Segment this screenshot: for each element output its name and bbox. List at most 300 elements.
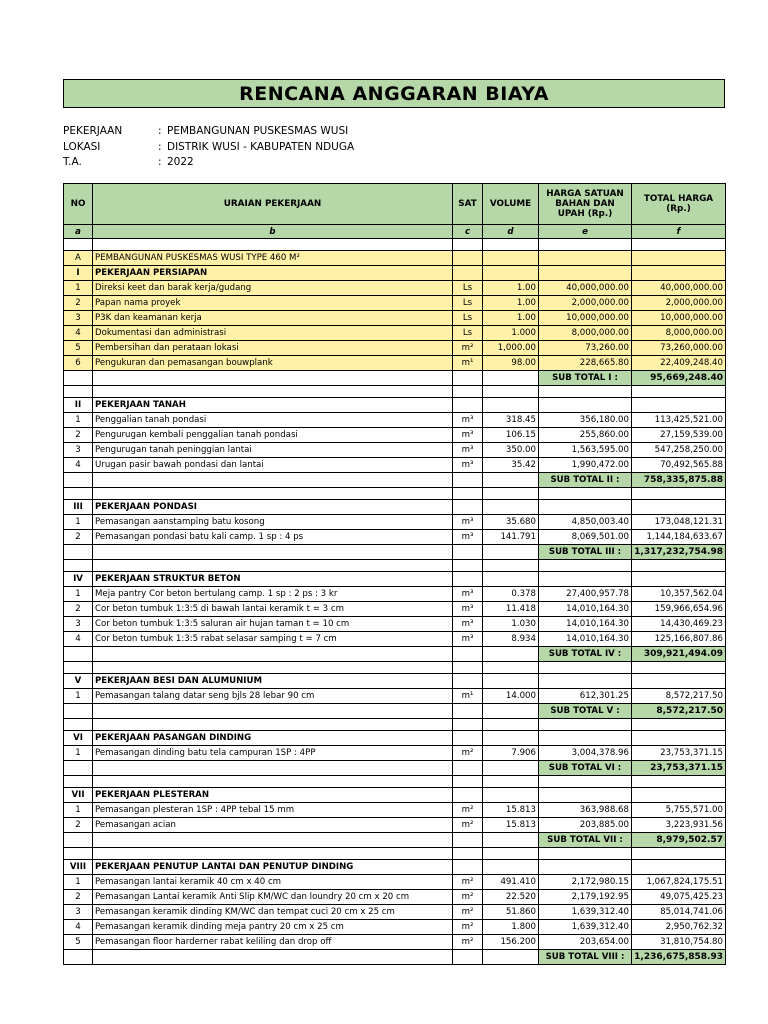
empty-cell	[539, 266, 632, 281]
section-row	[64, 788, 726, 803]
item-total: 22,409,248.40	[632, 356, 726, 371]
item-unit-price: 2,179,192.95	[539, 890, 632, 905]
empty-cell	[632, 662, 726, 674]
subtotal-row	[64, 473, 726, 488]
item-no: 3	[64, 311, 93, 326]
subtotal-value: 95,669,248.40	[632, 371, 726, 386]
table-row	[64, 875, 726, 890]
empty-cell	[453, 500, 483, 515]
section-row	[64, 860, 726, 875]
item-unit-price: 203,885.00	[539, 818, 632, 833]
item-unit: m²	[453, 935, 483, 950]
section-no: IV	[64, 572, 93, 587]
item-volume: 1.00	[483, 296, 539, 311]
subtotal-label: SUB TOTAL IV :	[539, 647, 632, 662]
item-unit: m³	[453, 617, 483, 632]
empty-cell	[483, 500, 539, 515]
item-no: 1	[64, 587, 93, 602]
empty-cell	[632, 560, 726, 572]
item-unit-price: 3,004,378.96	[539, 746, 632, 761]
table-row	[64, 341, 726, 356]
item-unit-price: 2,000,000.00	[539, 296, 632, 311]
empty-cell	[453, 731, 483, 746]
blank-row	[64, 560, 726, 572]
empty-cell	[539, 488, 632, 500]
item-no: 2	[64, 890, 93, 905]
header-total-harga: TOTAL HARGA (Rp.)	[632, 184, 726, 225]
empty-cell	[453, 488, 483, 500]
subtotal-row	[64, 371, 726, 386]
item-no: 4	[64, 920, 93, 935]
empty-cell	[453, 848, 483, 860]
column-letter: f	[632, 225, 726, 239]
empty-cell	[632, 731, 726, 746]
item-description: Pemasangan acian	[93, 818, 453, 833]
table-row	[64, 281, 726, 296]
empty-cell	[483, 860, 539, 875]
item-volume: 15.813	[483, 818, 539, 833]
empty-cell	[93, 848, 453, 860]
item-volume: 14.000	[483, 689, 539, 704]
table-row	[64, 530, 726, 545]
empty-cell	[64, 647, 93, 662]
empty-cell	[632, 266, 726, 281]
table-row	[64, 356, 726, 371]
empty-cell	[539, 776, 632, 788]
item-unit: m³	[453, 515, 483, 530]
info-label: LOKASI	[63, 140, 101, 153]
item-description: P3K dan keamanan kerja	[93, 311, 453, 326]
empty-cell	[453, 239, 483, 251]
empty-cell	[539, 662, 632, 674]
section-no: VI	[64, 731, 93, 746]
item-total: 159,966,654.96	[632, 602, 726, 617]
section-title: PEKERJAAN STRUKTUR BETON	[93, 572, 453, 587]
item-no: 1	[64, 515, 93, 530]
item-no: 4	[64, 632, 93, 647]
section-title: PEKERJAAN TANAH	[93, 398, 453, 413]
subtotal-row	[64, 647, 726, 662]
empty-cell	[93, 719, 453, 731]
item-volume: 106.15	[483, 428, 539, 443]
subtotal-value: 309,921,494.09	[632, 647, 726, 662]
blank-row	[64, 386, 726, 398]
item-unit-price: 1,563,595.00	[539, 443, 632, 458]
header-sat: SAT	[453, 184, 483, 225]
section-title: PEKERJAAN PENUTUP LANTAI DAN PENUTUP DINDING	[93, 860, 453, 875]
item-volume: 1.030	[483, 617, 539, 632]
info-value: 2022	[167, 156, 194, 168]
subtotal-label: SUB TOTAL VII :	[539, 833, 632, 848]
item-unit: m²	[453, 890, 483, 905]
item-no: 2	[64, 602, 93, 617]
empty-cell	[539, 788, 632, 803]
empty-cell	[93, 704, 453, 719]
item-unit: m²	[453, 920, 483, 935]
section-title: PEKERJAAN PLESTERAN	[93, 788, 453, 803]
empty-cell	[632, 239, 726, 251]
empty-cell	[483, 398, 539, 413]
table-row	[64, 803, 726, 818]
item-total: 1,067,824,175.51	[632, 875, 726, 890]
empty-cell	[453, 647, 483, 662]
item-description: Meja pantry Cor beton bertulang camp. 1 sp : 2 ps : 3 kr	[93, 587, 453, 602]
item-volume: 1.000	[483, 326, 539, 341]
empty-cell	[632, 251, 726, 266]
empty-cell	[483, 662, 539, 674]
item-unit-price: 255,860.00	[539, 428, 632, 443]
table-row	[64, 935, 726, 950]
table-row	[64, 890, 726, 905]
section-no: VIII	[64, 860, 93, 875]
item-no: 1	[64, 689, 93, 704]
group-no: A	[64, 251, 93, 266]
item-unit: m³	[453, 530, 483, 545]
empty-cell	[453, 662, 483, 674]
info-label: PEKERJAAN	[63, 125, 123, 137]
subtotal-label: SUB TOTAL V :	[539, 704, 632, 719]
empty-cell	[453, 788, 483, 803]
info-separator: :	[158, 156, 162, 168]
empty-cell	[632, 788, 726, 803]
empty-cell	[539, 398, 632, 413]
item-description: Pengurugan kembali penggalian tanah pondasi	[93, 428, 453, 443]
blank-row	[64, 662, 726, 674]
empty-cell	[483, 761, 539, 776]
empty-cell	[453, 266, 483, 281]
empty-cell	[453, 719, 483, 731]
empty-cell	[539, 500, 632, 515]
empty-cell	[483, 473, 539, 488]
item-description: Direksi keet dan barak kerja/gudang	[93, 281, 453, 296]
item-volume: 22.520	[483, 890, 539, 905]
table-row	[64, 905, 726, 920]
header-no: NO	[64, 184, 93, 225]
item-unit: m¹	[453, 356, 483, 371]
empty-cell	[483, 488, 539, 500]
item-volume: 7.906	[483, 746, 539, 761]
column-letter: c	[453, 225, 483, 239]
item-total: 5,755,571.00	[632, 803, 726, 818]
empty-cell	[93, 473, 453, 488]
item-unit: Ls	[453, 296, 483, 311]
item-unit-price: 1,990,472.00	[539, 458, 632, 473]
item-unit: m³	[453, 443, 483, 458]
empty-cell	[453, 704, 483, 719]
empty-cell	[453, 950, 483, 965]
item-total: 70,492,565.88	[632, 458, 726, 473]
item-description: Pemasangan floor harderner rabat keliling dan drop off	[93, 935, 453, 950]
item-volume: 491.410	[483, 875, 539, 890]
item-total: 27,159,539.00	[632, 428, 726, 443]
item-unit: Ls	[453, 311, 483, 326]
item-unit-price: 203,654.00	[539, 935, 632, 950]
item-description: Pemasangan talang datar seng bjls 28 lebar 90 cm	[93, 689, 453, 704]
item-unit: m¹	[453, 689, 483, 704]
item-unit: m²	[453, 803, 483, 818]
empty-cell	[64, 662, 93, 674]
empty-cell	[539, 239, 632, 251]
item-unit: m²	[453, 818, 483, 833]
item-total: 10,357,562.04	[632, 587, 726, 602]
empty-cell	[93, 371, 453, 386]
table-row	[64, 515, 726, 530]
item-no: 1	[64, 413, 93, 428]
blank-row	[64, 776, 726, 788]
empty-cell	[453, 860, 483, 875]
item-volume: 98.00	[483, 356, 539, 371]
item-volume: 1.00	[483, 311, 539, 326]
empty-cell	[453, 674, 483, 689]
item-unit: m²	[453, 746, 483, 761]
empty-cell	[483, 647, 539, 662]
item-volume: 141.791	[483, 530, 539, 545]
empty-cell	[483, 776, 539, 788]
empty-cell	[483, 719, 539, 731]
item-total: 1,144,184,633.67	[632, 530, 726, 545]
empty-cell	[483, 266, 539, 281]
empty-cell	[64, 719, 93, 731]
empty-cell	[64, 848, 93, 860]
table-row	[64, 920, 726, 935]
item-volume: 0.378	[483, 587, 539, 602]
item-unit: m³	[453, 632, 483, 647]
empty-cell	[483, 848, 539, 860]
section-row	[64, 266, 726, 281]
blank-row	[64, 848, 726, 860]
item-no: 2	[64, 530, 93, 545]
item-total: 8,572,217.50	[632, 689, 726, 704]
column-letter-row	[64, 225, 726, 239]
section-row	[64, 500, 726, 515]
item-total: 8,000,000.00	[632, 326, 726, 341]
table-row	[64, 617, 726, 632]
empty-cell	[453, 572, 483, 587]
group-label: PEMBANGUNAN PUSKESMAS WUSI TYPE 460 M²	[93, 251, 453, 266]
item-description: Pemasangan keramik dinding meja pantry 20 cm x 25 cm	[93, 920, 453, 935]
empty-cell	[93, 560, 453, 572]
empty-cell	[539, 674, 632, 689]
empty-cell	[93, 239, 453, 251]
item-total: 113,425,521.00	[632, 413, 726, 428]
empty-cell	[453, 833, 483, 848]
section-no: VII	[64, 788, 93, 803]
item-description: Pengurugan tanah peninggian lantai	[93, 443, 453, 458]
empty-cell	[483, 386, 539, 398]
header-uraian: URAIAN PEKERJAAN	[93, 184, 453, 225]
item-unit-price: 27,400,957.78	[539, 587, 632, 602]
column-letter: b	[93, 225, 453, 239]
empty-cell	[483, 251, 539, 266]
item-total: 31,810,754.80	[632, 935, 726, 950]
info-value: DISTRIK WUSI - KABUPATEN NDUGA	[167, 140, 355, 153]
subtotal-row	[64, 761, 726, 776]
item-description: Pemasangan plesteran 1SP : 4PP tebal 15 mm	[93, 803, 453, 818]
item-unit: m²	[453, 905, 483, 920]
subtotal-row	[64, 704, 726, 719]
item-total: 173,048,121.31	[632, 515, 726, 530]
info-separator: :	[158, 125, 162, 137]
item-unit: m³	[453, 587, 483, 602]
empty-cell	[93, 647, 453, 662]
info-row-lokasi	[63, 140, 354, 156]
item-description: Cor beton tumbuk 1:3:5 rabat selasar samping t = 7 cm	[93, 632, 453, 647]
item-no: 2	[64, 296, 93, 311]
empty-cell	[539, 719, 632, 731]
budget-table-body	[64, 239, 726, 965]
empty-cell	[93, 386, 453, 398]
item-total: 73,260,000.00	[632, 341, 726, 356]
item-description: Dokumentasi dan administrasi	[93, 326, 453, 341]
item-total: 2,000,000.00	[632, 296, 726, 311]
item-no: 1	[64, 875, 93, 890]
blank-row	[64, 239, 726, 251]
empty-cell	[539, 860, 632, 875]
item-description: Penggalian tanah pondasi	[93, 413, 453, 428]
section-row	[64, 572, 726, 587]
empty-cell	[64, 473, 93, 488]
item-no: 5	[64, 935, 93, 950]
subtotal-label: SUB TOTAL II :	[539, 473, 632, 488]
section-title: PEKERJAAN PASANGAN DINDING	[93, 731, 453, 746]
item-no: 3	[64, 617, 93, 632]
table-row	[64, 587, 726, 602]
item-total: 14,430,469.23	[632, 617, 726, 632]
empty-cell	[632, 848, 726, 860]
empty-cell	[93, 545, 453, 560]
item-unit: m²	[453, 875, 483, 890]
empty-cell	[453, 398, 483, 413]
empty-cell	[483, 833, 539, 848]
subtotal-label: SUB TOTAL III :	[539, 545, 632, 560]
subtotal-label: SUB TOTAL I :	[539, 371, 632, 386]
item-unit-price: 612,301.25	[539, 689, 632, 704]
item-no: 2	[64, 818, 93, 833]
item-unit: Ls	[453, 326, 483, 341]
section-row	[64, 398, 726, 413]
empty-cell	[483, 731, 539, 746]
item-description: Pemasangan Lantai keramik Anti Slip KM/WC dan loundry 20 cm x 20 cm	[93, 890, 453, 905]
empty-cell	[483, 371, 539, 386]
subtotal-row	[64, 950, 726, 965]
item-volume: 35.680	[483, 515, 539, 530]
item-volume: 15.813	[483, 803, 539, 818]
item-description: Pemasangan keramik dinding KM/WC dan tempat cuci 20 cm x 25 cm	[93, 905, 453, 920]
item-volume: 1.00	[483, 281, 539, 296]
column-letter: e	[539, 225, 632, 239]
empty-cell	[483, 704, 539, 719]
item-total: 85,014,741.06	[632, 905, 726, 920]
empty-cell	[64, 761, 93, 776]
empty-cell	[64, 776, 93, 788]
item-volume: 8.934	[483, 632, 539, 647]
item-unit: m²	[453, 341, 483, 356]
empty-cell	[453, 776, 483, 788]
empty-cell	[539, 848, 632, 860]
empty-cell	[539, 251, 632, 266]
group-row	[64, 251, 726, 266]
item-no: 4	[64, 326, 93, 341]
item-no: 6	[64, 356, 93, 371]
subtotal-row	[64, 833, 726, 848]
item-description: Pemasangan dinding batu tela campuran 1SP : 4PP	[93, 746, 453, 761]
item-unit-price: 10,000,000.00	[539, 311, 632, 326]
item-unit-price: 8,000,000.00	[539, 326, 632, 341]
item-total: 10,000,000.00	[632, 311, 726, 326]
item-total: 2,950,762.32	[632, 920, 726, 935]
empty-cell	[64, 371, 93, 386]
section-title: PEKERJAAN PERSIAPAN	[93, 266, 453, 281]
item-unit: Ls	[453, 281, 483, 296]
empty-cell	[64, 950, 93, 965]
item-volume: 1.800	[483, 920, 539, 935]
table-row	[64, 818, 726, 833]
header-row	[64, 184, 726, 225]
empty-cell	[539, 386, 632, 398]
item-unit-price: 228,665.80	[539, 356, 632, 371]
budget-table	[63, 183, 726, 965]
item-unit: m³	[453, 428, 483, 443]
empty-cell	[93, 761, 453, 776]
info-row-ta	[63, 155, 354, 171]
item-description: Cor beton tumbuk 1:3:5 di bawah lantai keramik t = 3 cm	[93, 602, 453, 617]
item-total: 547,258,250.00	[632, 443, 726, 458]
item-volume: 51.860	[483, 905, 539, 920]
empty-cell	[632, 674, 726, 689]
empty-cell	[453, 371, 483, 386]
item-volume: 1,000.00	[483, 341, 539, 356]
item-total: 23,753,371.15	[632, 746, 726, 761]
section-title: PEKERJAAN BESI DAN ALUMUNIUM	[93, 674, 453, 689]
empty-cell	[483, 674, 539, 689]
empty-cell	[483, 545, 539, 560]
item-unit-price: 40,000,000.00	[539, 281, 632, 296]
subtotal-value: 8,979,502.57	[632, 833, 726, 848]
empty-cell	[453, 251, 483, 266]
item-description: Pemasangan aanstamping batu kosong	[93, 515, 453, 530]
item-description: Papan nama proyek	[93, 296, 453, 311]
header-volume: VOLUME	[483, 184, 539, 225]
empty-cell	[539, 731, 632, 746]
empty-cell	[632, 398, 726, 413]
item-volume: 350.00	[483, 443, 539, 458]
column-letter: d	[483, 225, 539, 239]
subtotal-label: SUB TOTAL VI :	[539, 761, 632, 776]
empty-cell	[483, 572, 539, 587]
item-unit-price: 4,850,003.40	[539, 515, 632, 530]
blank-row	[64, 488, 726, 500]
item-unit-price: 73,260.00	[539, 341, 632, 356]
table-row	[64, 326, 726, 341]
item-no: 3	[64, 443, 93, 458]
section-title: PEKERJAAN PONDASI	[93, 500, 453, 515]
item-volume: 35.42	[483, 458, 539, 473]
empty-cell	[632, 776, 726, 788]
empty-cell	[64, 545, 93, 560]
empty-cell	[453, 761, 483, 776]
item-description: Pemasangan pondasi batu kali camp. 1 sp : 4 ps	[93, 530, 453, 545]
info-value: PEMBANGUNAN PUSKESMAS WUSI	[167, 125, 349, 137]
item-no: 5	[64, 341, 93, 356]
subtotal-value: 23,753,371.15	[632, 761, 726, 776]
empty-cell	[483, 950, 539, 965]
item-description: Cor beton tumbuk 1:3:5 saluran air hujan taman t = 10 cm	[93, 617, 453, 632]
empty-cell	[64, 386, 93, 398]
subtotal-value: 8,572,217.50	[632, 704, 726, 719]
section-row	[64, 674, 726, 689]
item-volume: 156.200	[483, 935, 539, 950]
item-total: 49,075,425.23	[632, 890, 726, 905]
